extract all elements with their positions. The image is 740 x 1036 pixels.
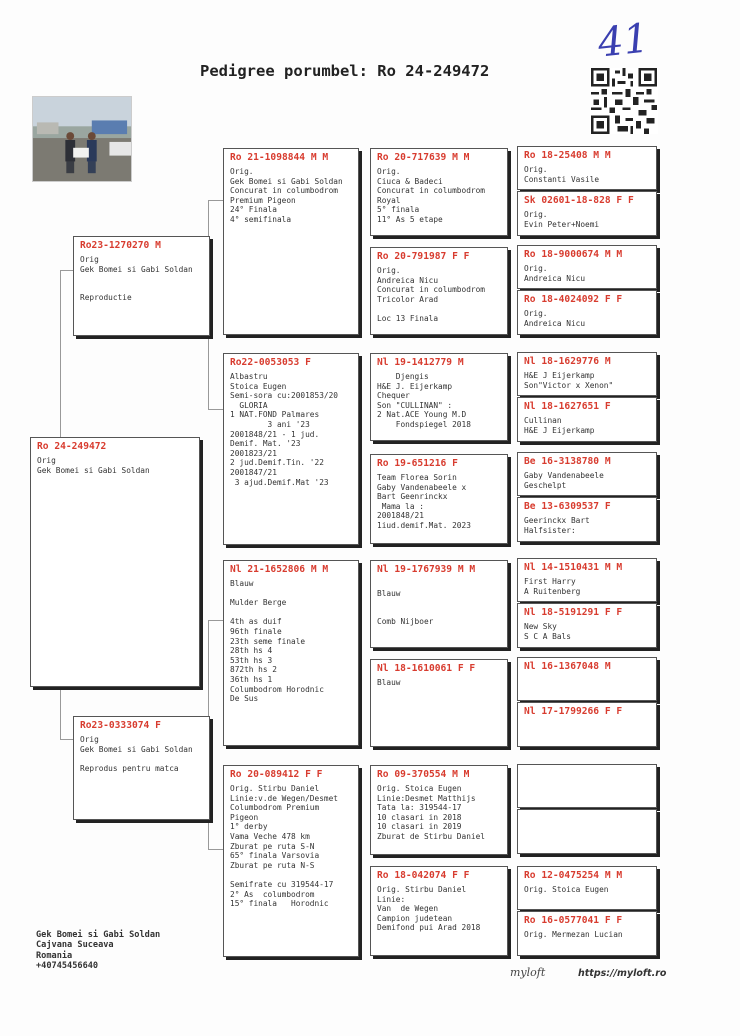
ring-number: Ro22-0053053 F xyxy=(230,357,311,368)
pigeon-card xyxy=(73,716,210,820)
ring-number: Nl 17-1799266 F F xyxy=(524,706,623,717)
pigeon-details: Orig. Gek Bomei si Gabi Soldan Concurat in columbodrom Premium Pigeon 24° Finala 4° semifinala xyxy=(230,167,343,224)
pigeon-card xyxy=(517,603,657,648)
ring-number: Ro 21-1098844 M M xyxy=(230,152,329,163)
ring-number: Nl 18-1627651 F xyxy=(524,401,611,412)
ring-number: Ro 18-4024092 F F xyxy=(524,294,623,305)
ring-number: Nl 14-1510431 M M xyxy=(524,562,623,573)
ring-number: Ro 20-717639 M M xyxy=(377,152,470,163)
pigeon-card xyxy=(223,148,359,335)
pigeon-details: Orig. Andreica Nicu Concurat in columbodrom Tricolor Arad Loc 13 Finala xyxy=(377,266,485,323)
pigeon-details: Geerinckx Bart Halfsister: xyxy=(524,516,590,535)
pigeon-card xyxy=(73,236,210,336)
pigeon-details: Orig. Constanti Vasile xyxy=(524,165,600,184)
pigeon-card xyxy=(370,765,508,855)
pigeon-details: Orig Gek Bomei si Gabi Soldan Reprodus pentru matca xyxy=(80,735,193,773)
pigeon-details: Blauw xyxy=(377,678,401,687)
website-url[interactable]: https://myloft.ro xyxy=(578,968,667,979)
pigeon-details: H&E J Eijerkamp Son"Victor x Xenon" xyxy=(524,371,614,390)
pigeon-card xyxy=(370,866,508,956)
pigeon-card xyxy=(517,702,657,747)
pigeon-details: Orig. Stoica Eugen Linie:Desmet Matthijs Tata la: 319544-17 10 clasari in 2018 10 clasari in 2019 Zburat de Stirbu Daniel xyxy=(377,784,485,841)
ring-number: Nl 18-5191291 F F xyxy=(524,607,623,618)
pigeon-details: Albastru Stoica Eugen Semi-sora cu:2001853/20 GLORIA 1 NAT.FOND Palmares 3 ani '23 2001848/21 - 1 jud. Demif. Mat. '23 2001823/21 2 jud.Demif.Tin. '22 2001847/21 3 ajud.Demif.Mat '23 xyxy=(230,372,338,487)
pigeon-details: Orig. Stirbu Daniel Linie:v.de Wegen/Desmet Columbodrom Premium Pigeon 1° derby Vama Veche 478 km Zburat pe ruta S-N 65° finala Varsovia Zburat pe ruta N-S Semifrate cu 319544-17 2° As columbodrom 15° finala Horodnic xyxy=(230,784,338,909)
myloft-logo: myloft xyxy=(510,966,546,979)
ring-number: Ro 18-042074 F F xyxy=(377,870,470,881)
page-title: Pedigree porumbel: Ro 24-249472 xyxy=(200,62,490,80)
pigeon-details: Gaby Vandenabeele Geschelpt xyxy=(524,471,604,490)
pigeon-card xyxy=(517,657,657,701)
pigeon-details: Orig. Ciuca & Badeci Concurat in columbodrom Royal 5° finala 11° As 5 etape xyxy=(377,167,485,224)
pigeon-details: New Sky S C A Bals xyxy=(524,622,571,641)
pigeon-card xyxy=(517,290,657,335)
pigeon-card xyxy=(517,452,657,496)
ring-number: Ro 12-0475254 M M xyxy=(524,870,623,881)
pigeon-details: Orig. Andreica Nicu xyxy=(524,264,586,283)
pigeon-details: Orig Gek Bomei si Gabi Soldan xyxy=(37,456,150,475)
ring-number: Ro 24-249472 xyxy=(37,441,107,452)
pigeon-card xyxy=(370,353,508,441)
ring-number: Nl 21-1652806 M M xyxy=(230,564,329,575)
pigeon-details: Orig. Stoica Eugen xyxy=(524,885,609,894)
pigeon-card xyxy=(370,659,508,747)
ring-number: Ro 19-651216 F xyxy=(377,458,458,469)
pigeon-details: Djengis H&E J. Eijerkamp Chequer Son "CULLINAN" : 2 Nat.ACE Young M.D Fondspiegel 2018 xyxy=(377,372,471,429)
pigeon-card xyxy=(517,558,657,602)
qr-code xyxy=(590,68,658,134)
ring-number: Ro 16-0577041 F F xyxy=(524,915,623,926)
pigeon-card xyxy=(370,454,508,544)
pigeon-card xyxy=(517,764,657,808)
pigeon-card xyxy=(223,765,359,957)
ring-number: Sk 02601-18-828 F F xyxy=(524,195,634,206)
pigeon-card xyxy=(223,353,359,545)
ring-number: Ro 18-25408 M M xyxy=(524,150,611,161)
pigeon-details: Orig. Andreica Nicu xyxy=(524,309,586,328)
ring-number: Ro 20-791987 F F xyxy=(377,251,470,262)
pigeon-card xyxy=(517,866,657,910)
ring-number: Ro23-0333074 F xyxy=(80,720,161,731)
ring-number: Nl 18-1629776 M xyxy=(524,356,611,367)
ring-number: Nl 18-1610061 F F xyxy=(377,663,476,674)
pigeon-details: Orig Gek Bomei si Gabi Soldan Reproductie xyxy=(80,255,193,303)
ring-number: Nl 16-1367048 M xyxy=(524,661,611,672)
owner-contact: Gek Bomei si Gabi Soldan Cajvana Suceava Romania +40745456640 xyxy=(36,930,161,972)
pigeon-details: Cullinan H&E J Eijerkamp xyxy=(524,416,595,435)
pigeon-details: Orig. Stirbu Daniel Linie: Van de Wegen Campion judetean Demifond pui Arad 2018 xyxy=(377,885,481,933)
pigeon-card xyxy=(517,352,657,396)
ring-number: Nl 19-1412779 M xyxy=(377,357,464,368)
pigeon-details: First Harry A Ruitenberg xyxy=(524,577,581,596)
pigeon-details: Orig. Mermezan Lucian xyxy=(524,930,623,939)
pigeon-card xyxy=(517,809,657,854)
ring-number: Ro23-1270270 M xyxy=(80,240,161,251)
pigeon-card xyxy=(370,247,508,335)
pigeon-owners-photo xyxy=(32,96,132,182)
pigeon-card xyxy=(517,397,657,442)
pigeon-details: Blauw Comb Nijboer xyxy=(377,588,434,627)
pigeon-card xyxy=(223,560,359,746)
pigeon-card xyxy=(517,146,657,190)
ring-number: Be 13-6309537 F xyxy=(524,501,611,512)
pigeon-card xyxy=(517,497,657,542)
handwritten-number: 41 xyxy=(595,15,652,67)
ring-number: Be 16-3138780 M xyxy=(524,456,611,467)
pigeon-card xyxy=(370,148,508,236)
pigeon-card xyxy=(30,437,200,687)
ring-number: Ro 09-370554 M M xyxy=(377,769,470,780)
pigeon-card xyxy=(517,191,657,236)
ring-number: Ro 20-089412 F F xyxy=(230,769,323,780)
pigeon-card xyxy=(517,245,657,289)
ring-number: Nl 19-1767939 M M xyxy=(377,564,476,575)
pigeon-card xyxy=(370,560,508,648)
pigeon-card xyxy=(517,911,657,956)
ring-number: Ro 18-9000674 M M xyxy=(524,249,623,260)
pigeon-details: Orig. Evin Peter+Noemi xyxy=(524,210,600,229)
pigeon-details: Blauw Mulder Berge 4th as duif 96th finale 23th seme finale 28th hs 4 53th hs 3 872th hs 2 36th hs 1 Columbodrom Horodnic De Sus xyxy=(230,579,324,704)
pigeon-details: Team Florea Sorin Gaby Vandenabeele x Bart Geenrinckx Mama la : 2001848/21 1iud.demif.Mat. 2023 xyxy=(377,473,471,530)
